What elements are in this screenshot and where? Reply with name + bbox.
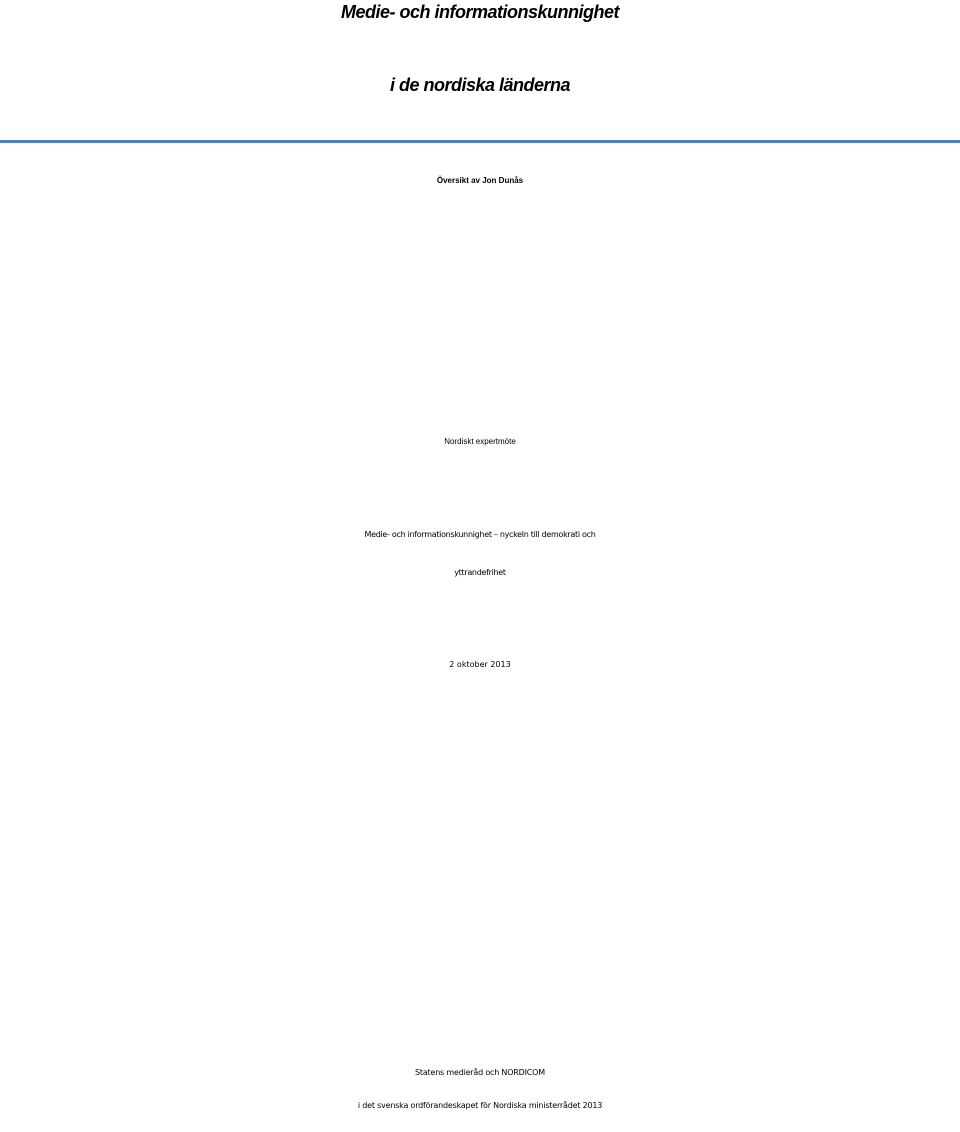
meeting-title-line-2: yttrandefrihet [454, 568, 506, 577]
footer-line-1: Statens medieråd och NORDICOM [415, 1068, 545, 1077]
meeting-title-line-1: Medie- och informationskunnighet – nyckeln till demokrati och [364, 530, 596, 539]
author-subtitle: Översikt av Jon Dunås [436, 176, 524, 185]
document-title-line-1: Medie- och informationskunnighet [340, 2, 619, 22]
title-divider [0, 140, 960, 143]
meeting-date: 2 oktober 2013 [449, 660, 511, 669]
meeting-label: Nordiskt expertmöte [444, 437, 516, 446]
document-title-line-2: i de nordiska länderna [389, 75, 571, 95]
footer-line-2: i det svenska ordförandeskapet för Nordiska ministerrådet 2013 [357, 1101, 603, 1110]
